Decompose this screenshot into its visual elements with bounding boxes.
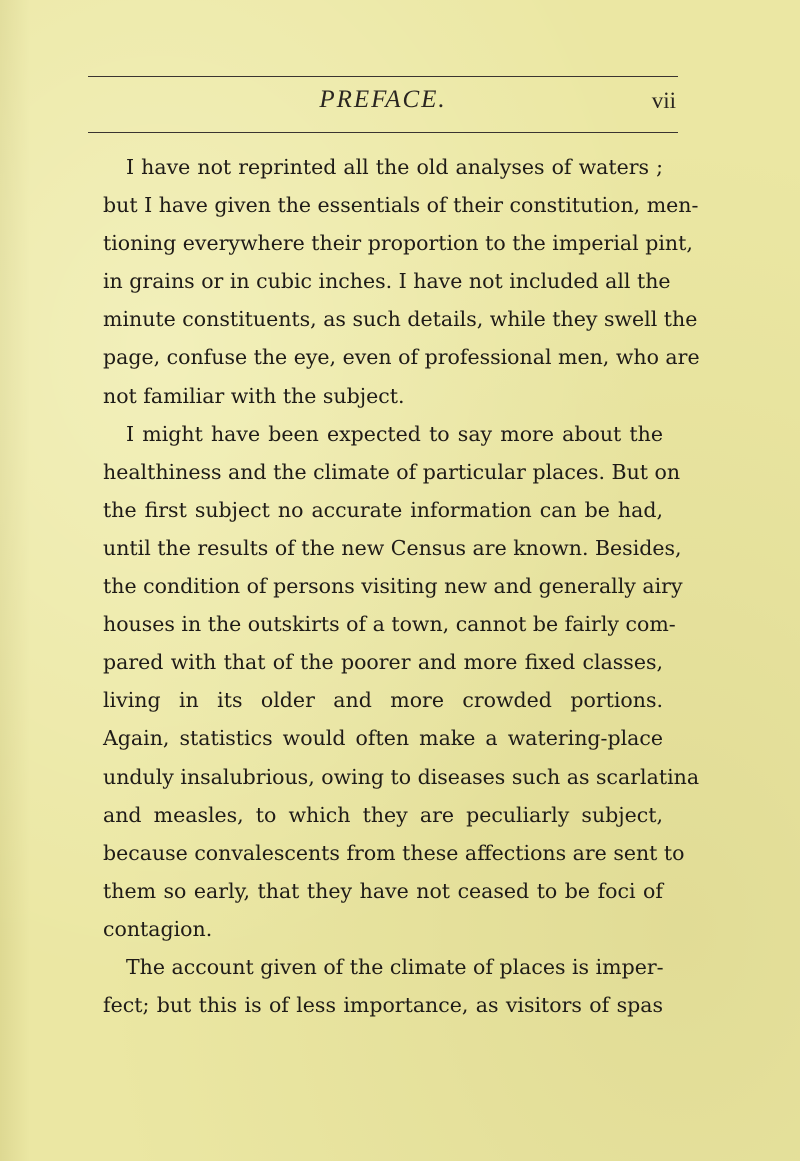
text-line: in grains or in cubic inches. I have not included all the	[103, 269, 671, 294]
text-line: page, confuse the eye, even of professional men, who are	[103, 345, 700, 370]
text-line: unduly insalubrious, owing to diseases such as scarlatina	[103, 764, 700, 789]
text-line: I have not reprinted all the old analyses of waters ;	[126, 155, 663, 179]
header-bottom-rule	[88, 132, 678, 133]
running-title: PREFACE.	[319, 86, 447, 113]
text-line: living in its older and more crowded portions.	[103, 688, 663, 713]
text-line: the condition of persons visiting new and generally airy	[103, 574, 683, 599]
text-line: I might have been expected to say more about the	[126, 421, 663, 446]
text-line: contagion.	[103, 916, 213, 941]
text-line: houses in the outskirts of a town, cannot be fairly com-	[103, 612, 676, 637]
body-text	[103, 148, 700, 1024]
text-line: minute constituents, as such details, while they swell the	[103, 307, 698, 332]
text-line: Again, statistics would often make a watering-place	[103, 726, 663, 751]
text-line: the first subject no accurate information can be had,	[103, 497, 663, 522]
text-line: them so early, that they have not ceased to be foci of	[103, 878, 663, 903]
text-line: until the results of the new Census are known. Besides,	[103, 535, 682, 560]
text-line: because convalescents from these affections are sent to	[103, 840, 685, 865]
running-head	[88, 86, 678, 126]
page-number: vii	[651, 88, 676, 113]
text-line: healthiness and the climate of particular places. But on	[103, 459, 681, 484]
header-top-rule	[88, 76, 678, 77]
text-line: and measles, to which they are peculiarly subject,	[103, 802, 663, 827]
text-line: but I have given the essentials of their constitution, men-	[103, 193, 699, 218]
text-line: fect; but this is of less importance, as visitors of spas	[103, 993, 663, 1018]
text-line: tioning everywhere their proportion to the imperial pint,	[103, 231, 693, 256]
text-line: pared with that of the poorer and more fixed classes,	[103, 650, 663, 675]
text-line: The account given of the climate of places is imper-	[126, 954, 664, 979]
text-line: not familiar with the subject.	[103, 383, 405, 408]
